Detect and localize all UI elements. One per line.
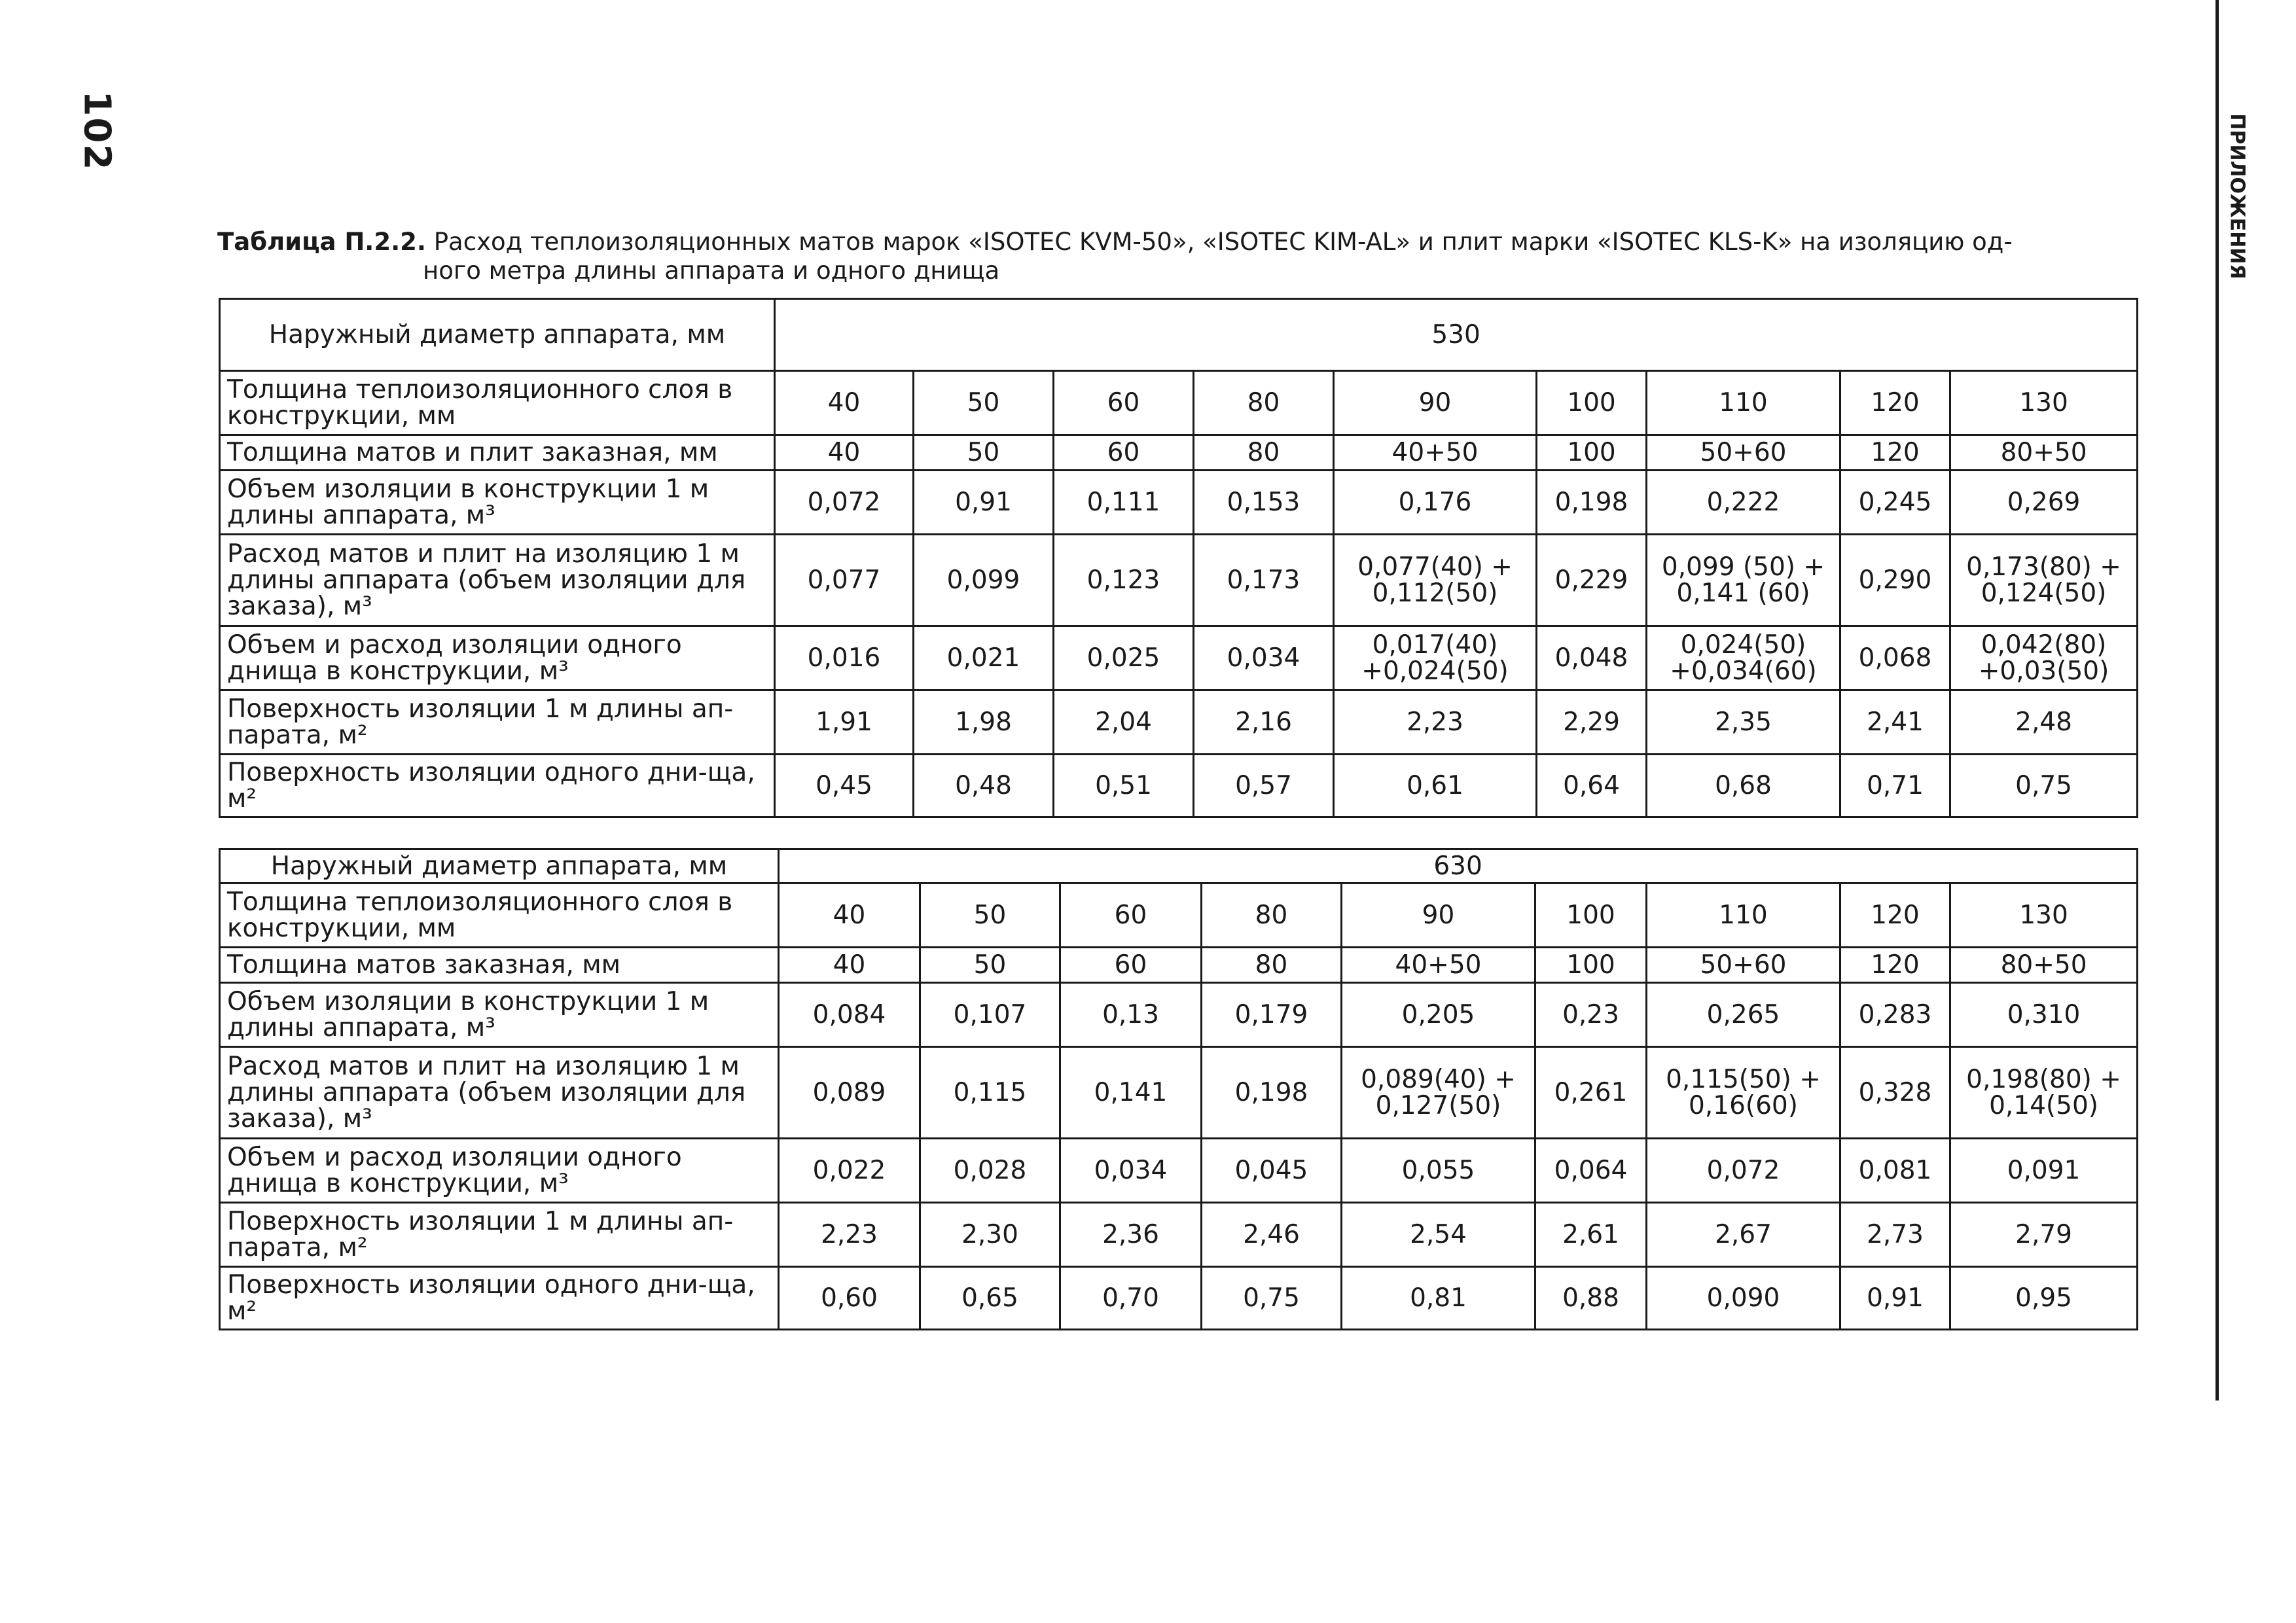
diameter-label: Наружный диаметр аппарата, мм [220, 849, 779, 883]
table-cell: 0,034 [1060, 1139, 1202, 1203]
table-cell: 2,29 [1537, 690, 1647, 755]
table-cell: 0,91 [914, 471, 1054, 535]
table-cell: 40+50 [1342, 948, 1535, 983]
table-row [220, 435, 2138, 471]
table-row [220, 471, 2138, 535]
table-cell: 0,028 [920, 1139, 1060, 1203]
table-row [220, 1267, 2138, 1330]
table-cell: 0,45 [775, 755, 914, 817]
diameter-value: 630 [779, 849, 2138, 883]
table-cell: 0,310 [1950, 983, 2138, 1047]
table-cell: 0,48 [914, 755, 1054, 817]
table-row [220, 626, 2138, 690]
table-cell: 2,73 [1840, 1203, 1950, 1267]
table-cell: 0,072 [1647, 1139, 1840, 1203]
table-cell: 0,51 [1054, 755, 1194, 817]
table-cell: 60 [1060, 948, 1202, 983]
row-label: Объем изоляции в конструкции 1 м длины аппарата, м³ [220, 983, 779, 1047]
page-number: 102 [75, 90, 118, 171]
table-cell: 0,077 [775, 535, 914, 626]
table-cell: 2,23 [779, 1203, 920, 1267]
table-cell: 0,084 [779, 983, 920, 1047]
row-label: Толщина теплоизоляционного слоя в конструкции, мм [220, 371, 775, 435]
table-cell: 110 [1647, 883, 1840, 948]
diameter-row [220, 299, 2138, 371]
table-cell: 40 [775, 371, 914, 435]
table-cell: 2,16 [1194, 690, 1334, 755]
insulation-table-530 [219, 298, 2138, 818]
table-row [220, 883, 2138, 948]
table-cell: 2,79 [1950, 1203, 2138, 1267]
table-cell: 50 [914, 435, 1054, 471]
table-cell: 100 [1537, 435, 1647, 471]
table-cell: 0,198 [1537, 471, 1647, 535]
table-cell: 110 [1647, 371, 1840, 435]
table-cell: 0,60 [779, 1267, 920, 1330]
row-label: Поверхность изоляции 1 м длины ап-парата, м² [220, 690, 775, 755]
table-cell: 0,153 [1194, 471, 1334, 535]
table-cell: 0,115(50) + 0,16(60) [1647, 1047, 1840, 1139]
table-cell: 80 [1202, 883, 1342, 948]
table-cell: 0,081 [1840, 1139, 1950, 1203]
table-cell: 0,173(80) + 0,124(50) [1950, 535, 2138, 626]
table-cell: 0,229 [1537, 535, 1647, 626]
table-cell: 120 [1840, 883, 1950, 948]
table-cell: 0,055 [1342, 1139, 1535, 1203]
table-cell: 0,13 [1060, 983, 1202, 1047]
caption-text: Расход теплоизоляционных матов марок «ISOTEC KVM-50», «ISOTEC KIM-AL» и плит марки «ISOTEC KLS-K» на изоляцию од- [433, 228, 2013, 256]
table-cell: 2,67 [1647, 1203, 1840, 1267]
table-cell: 0,042(80) +0,03(50) [1950, 626, 2138, 690]
table-cell: 120 [1840, 948, 1950, 983]
table-cell: 0,198 [1202, 1047, 1342, 1139]
table-cell: 50 [920, 948, 1060, 983]
table-cell: 0,81 [1342, 1267, 1535, 1330]
table-cell: 0,68 [1647, 755, 1840, 817]
table-cell: 1,98 [914, 690, 1054, 755]
diameter-label: Наружный диаметр аппарата, мм [220, 299, 775, 371]
insulation-table-630 [219, 848, 2138, 1330]
row-label: Расход матов и плит на изоляцию 1 м длины аппарата (объем изоляции для заказа), м³ [220, 535, 775, 626]
table-cell: 40 [779, 883, 920, 948]
table-cell: 0,265 [1647, 983, 1840, 1047]
table-cell: 0,290 [1840, 535, 1950, 626]
table-row [220, 1139, 2138, 1203]
table-cell: 0,099 [914, 535, 1054, 626]
table-cell: 0,016 [775, 626, 914, 690]
table-cell: 0,045 [1202, 1139, 1342, 1203]
table-cell: 0,245 [1840, 471, 1950, 535]
row-label: Толщина теплоизоляционного слоя в конструкции, мм [220, 883, 779, 948]
table-cell: 0,089 [779, 1047, 920, 1139]
table-cell: 0,198(80) + 0,14(50) [1950, 1047, 2138, 1139]
table-cell: 0,75 [1202, 1267, 1342, 1330]
row-label: Толщина матов и плит заказная, мм [220, 435, 775, 471]
row-label: Толщина матов заказная, мм [220, 948, 779, 983]
table-cell: 0,57 [1194, 755, 1334, 817]
table-cell: 0,61 [1334, 755, 1537, 817]
table-cell: 0,111 [1054, 471, 1194, 535]
table-cell: 0,23 [1535, 983, 1647, 1047]
table-row [220, 948, 2138, 983]
table-cell: 0,176 [1334, 471, 1537, 535]
table-cell: 90 [1342, 883, 1535, 948]
diameter-value: 530 [775, 299, 2138, 371]
table-cell: 80 [1194, 371, 1334, 435]
table-cell: 0,089(40) + 0,127(50) [1342, 1047, 1535, 1139]
table-cell: 2,46 [1202, 1203, 1342, 1267]
table-row [220, 1047, 2138, 1139]
table-caption [217, 228, 2043, 285]
table-cell: 0,090 [1647, 1267, 1840, 1330]
table-cell: 0,064 [1535, 1139, 1647, 1203]
table-cell: 0,261 [1535, 1047, 1647, 1139]
table-cell: 130 [1950, 883, 2138, 948]
table-cell: 0,95 [1950, 1267, 2138, 1330]
caption-line-2: ного метра длины аппарата и одного днища [423, 257, 1000, 285]
table-cell: 0,328 [1840, 1047, 1950, 1139]
caption-prefix: Таблица П.2.2. [217, 228, 426, 256]
row-label: Расход матов и плит на изоляцию 1 м длины аппарата (объем изоляции для заказа), м³ [220, 1047, 779, 1139]
table-cell: 80+50 [1950, 948, 2138, 983]
table-cell: 1,91 [775, 690, 914, 755]
row-label: Поверхность изоляции одного дни-ща, м² [220, 1267, 779, 1330]
table-cell: 2,36 [1060, 1203, 1202, 1267]
row-label: Объем изоляции в конструкции 1 м длины аппарата, м³ [220, 471, 775, 535]
table-cell: 50 [920, 883, 1060, 948]
table-row [220, 983, 2138, 1047]
table-cell: 40 [775, 435, 914, 471]
table-cell: 0,024(50) +0,034(60) [1647, 626, 1840, 690]
table-cell: 0,179 [1202, 983, 1342, 1047]
row-label: Объем и расход изоляции одного днища в конструкции, м³ [220, 1139, 779, 1203]
table-cell: 100 [1535, 948, 1647, 983]
table-cell: 40+50 [1334, 435, 1537, 471]
row-label: Объем и расход изоляции одного днища в конструкции, м³ [220, 626, 775, 690]
caption-line-1 [217, 228, 2043, 257]
table-cell: 0,077(40) + 0,112(50) [1334, 535, 1537, 626]
table-row [220, 1203, 2138, 1267]
table-cell: 80 [1202, 948, 1342, 983]
table-cell: 0,068 [1840, 626, 1950, 690]
table-cell: 0,115 [920, 1047, 1060, 1139]
table-cell: 60 [1054, 371, 1194, 435]
table-cell: 2,35 [1647, 690, 1840, 755]
table-row [220, 755, 2138, 817]
table-cell: 50+60 [1647, 948, 1840, 983]
table-cell: 0,034 [1194, 626, 1334, 690]
table-row [220, 690, 2138, 755]
table-cell: 0,70 [1060, 1267, 1202, 1330]
row-label: Поверхность изоляции 1 м длины ап-парата, м² [220, 1203, 779, 1267]
table-row [220, 535, 2138, 626]
table-cell: 0,71 [1840, 755, 1950, 817]
table-cell: 130 [1950, 371, 2138, 435]
table-cell: 2,48 [1950, 690, 2138, 755]
table-cell: 2,54 [1342, 1203, 1535, 1267]
table-cell: 0,022 [779, 1139, 920, 1203]
diameter-row [220, 849, 2138, 883]
section-label: ПРИЛОЖЕНИЯ [2225, 113, 2249, 279]
table-cell: 2,04 [1054, 690, 1194, 755]
table-cell: 0,091 [1950, 1139, 2138, 1203]
table-cell: 80+50 [1950, 435, 2138, 471]
table-cell: 40 [779, 948, 920, 983]
table-cell: 0,75 [1950, 755, 2138, 817]
table-cell: 60 [1054, 435, 1194, 471]
table-cell: 0,283 [1840, 983, 1950, 1047]
table-cell: 2,30 [920, 1203, 1060, 1267]
table-cell: 2,41 [1840, 690, 1950, 755]
table-cell: 0,017(40) +0,024(50) [1334, 626, 1537, 690]
table-cell: 0,64 [1537, 755, 1647, 817]
table-cell: 0,021 [914, 626, 1054, 690]
table-cell: 0,072 [775, 471, 914, 535]
row-label: Поверхность изоляции одного дни-ща, м² [220, 755, 775, 817]
table-cell: 0,099 (50) + 0,141 (60) [1647, 535, 1840, 626]
table-cell: 0,269 [1950, 471, 2138, 535]
table-cell: 120 [1840, 371, 1950, 435]
table-cell: 0,91 [1840, 1267, 1950, 1330]
table-cell: 0,048 [1537, 626, 1647, 690]
right-margin-rule [2215, 0, 2219, 1400]
table-cell: 60 [1060, 883, 1202, 948]
table-row [220, 371, 2138, 435]
table-cell: 0,88 [1535, 1267, 1647, 1330]
table-cell: 0,173 [1194, 535, 1334, 626]
table-cell: 0,222 [1647, 471, 1840, 535]
table-cell: 90 [1334, 371, 1537, 435]
table-cell: 0,205 [1342, 983, 1535, 1047]
table-cell: 0,141 [1060, 1047, 1202, 1139]
table-cell: 80 [1194, 435, 1334, 471]
table-cell: 50 [914, 371, 1054, 435]
table-cell: 0,025 [1054, 626, 1194, 690]
table-cell: 0,123 [1054, 535, 1194, 626]
table-cell: 2,23 [1334, 690, 1537, 755]
table-cell: 50+60 [1647, 435, 1840, 471]
table-cell: 2,61 [1535, 1203, 1647, 1267]
table-cell: 100 [1535, 883, 1647, 948]
table-cell: 0,65 [920, 1267, 1060, 1330]
table-cell: 120 [1840, 435, 1950, 471]
table-cell: 0,107 [920, 983, 1060, 1047]
table-cell: 100 [1537, 371, 1647, 435]
